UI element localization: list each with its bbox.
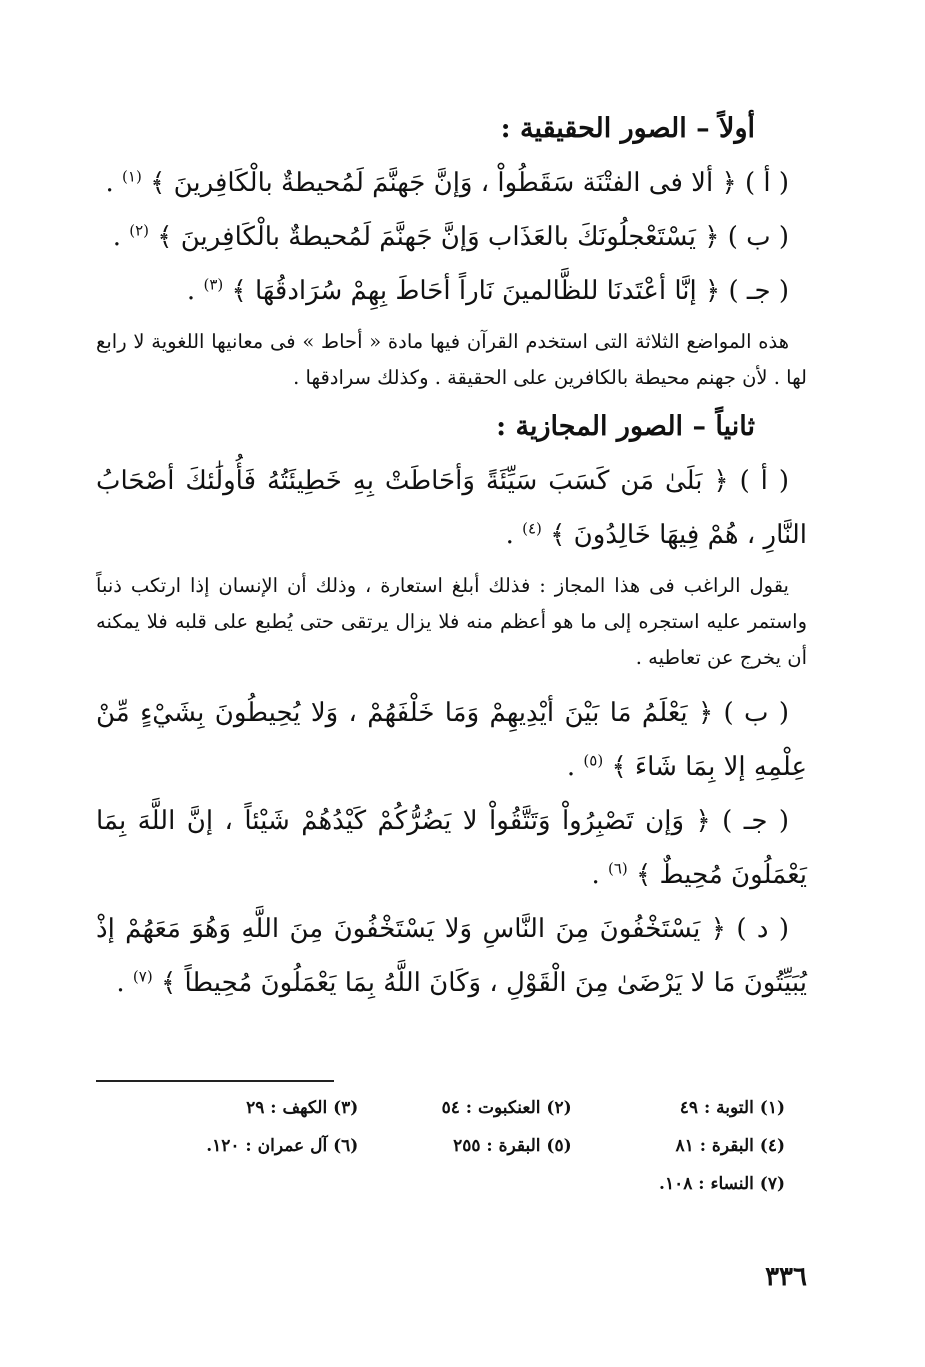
footnote-5: (٥) البقرة : ٢٥٥ — [453, 1136, 572, 1156]
verse-metaphor-b: ( ب ) ﴿ يَعْلَمُ مَا بَيْنَ أيْدِيهِمْ وَمَا خَلْفَهُمْ ، وَلا يُحِيطُونَ بِشَيْءٍ مِّنْ عِلْمِهِ إلا بِمَا شَاءَ ﴾ $^{(٥)}$ . — [96, 698, 807, 782]
footnote-3: (٣) الكهف : ٢٩ — [246, 1098, 359, 1118]
footnote-ref: (٦) — [608, 859, 628, 878]
footnote-1: (١) التوبة : ٤٩ — [679, 1098, 785, 1118]
verse-metaphor-d: ( د ) ﴿ يَسْتَخْفُونَ مِنَ النَّاسِ وَلا يَسْتَخْفُونَ مِنَ اللَّهِ وَهُوَ مَعَهُمْ إذْ يُبَيِّتُونَ مَا لا يَرْضَىٰ مِنَ الْقَوْلِ ، وَكَانَ اللَّهُ بِمَا يَعْمَلُونَ مُحِيطاً ﴾ $^{(٧)}$ . — [96, 914, 807, 998]
footnote-ref: (٥) — [583, 751, 604, 770]
footnote-4: (٤) البقرة : ٨١ — [675, 1136, 785, 1156]
footnote-7: (٧) النساء : ١٠٨. — [659, 1174, 785, 1194]
footnote-ref: (٢) — [129, 221, 149, 240]
raghib-quote-paragraph: يقول الراغب فى هذا المجاز : فذلك أبلغ استعارة ، وذلك أن الإنسان إذا ارتكب ذنباً واستمر عليه استجره إلى ما هو أعظم منه فلا يزال يرتقى حتى يُطبع على قلبه فلا يمكنه أن يخرج عن تعاطيه . — [96, 574, 807, 669]
verse-metaphor-c: ( جـ ) ﴿ وَإن تَصْبِرُواْ وَتَتَّقُواْ لا يَضُرُّكُمْ كَيْدُهُمْ شَيْئاً ، إنَّ اللَّهَ بِمَا يَعْمَلُونَ مُحِيطٌ ﴾ $^{(٦)}$ . — [96, 806, 807, 890]
footnote-ref: (٤) — [522, 519, 542, 538]
footnote-2: (٢) العنكبوت : ٥٤ — [441, 1098, 572, 1118]
footnote-ref: (٧) — [132, 967, 153, 986]
verse-metaphor-a: ( أ ) ﴿ بَلَىٰ مَن كَسَبَ سَيِّئَةً وَأحَاطَتْ بِهِ خَطِيئَتُهُ فَأُولَٰئكَ أصْحَابُ النَّارِ ، هُمْ فِيهَا خَالِدُونَ ﴾ $^{(٤)}$ . — [96, 466, 807, 550]
commentary-paragraph: هذه المواضع الثلاثة التى استخدم القرآن فيها مادة « أحاط » فى معانيها اللغوية لا رابع لها . لأن جهنم محيطة بالكافرين على الحقيقة . وكذلك سرادقها . — [96, 330, 807, 389]
footnotes — [145, 1098, 785, 1194]
verse-real-b: ( ب ) ﴿ يَسْتَعْجلُونَكَ بالعَذَاب وَإنَّ جَهنَّمَ لَمُحيطةٌ بالْكَافِرينَ ﴾ $^{(٢)}$ . — [112, 221, 789, 252]
footnote-6: (٦) آل عمران : ١٢٠. — [206, 1136, 359, 1156]
page-body — [96, 108, 807, 1010]
section-heading-metaphor: ثانياً – الصور المجازية : — [496, 411, 755, 442]
verse-real-a: ( أ ) ﴿ ألا فى الفتْنَة سَقَطُواْ ، وَإنَّ جَهنَّمَ لَمُحيطةٌ بالْكَافِرينَ ﴾ $^{(١)}$ . — [105, 167, 789, 198]
footnote-ref: (١) — [122, 167, 142, 186]
verse-real-c: ( جـ ) ﴿ إنَّا أعْتَدنَا للظَّالمينَ نَاراً أحَاطَ بِهِمْ سُرَادقُهَا ﴾ $^{(٣)}$ . — [186, 275, 789, 306]
page-number: ٣٣٦ — [765, 1262, 807, 1292]
footnote-ref: (٣) — [203, 275, 224, 294]
section-heading-real: أولاً – الصور الحقيقية : — [500, 113, 755, 144]
footnote-divider — [96, 1080, 334, 1082]
